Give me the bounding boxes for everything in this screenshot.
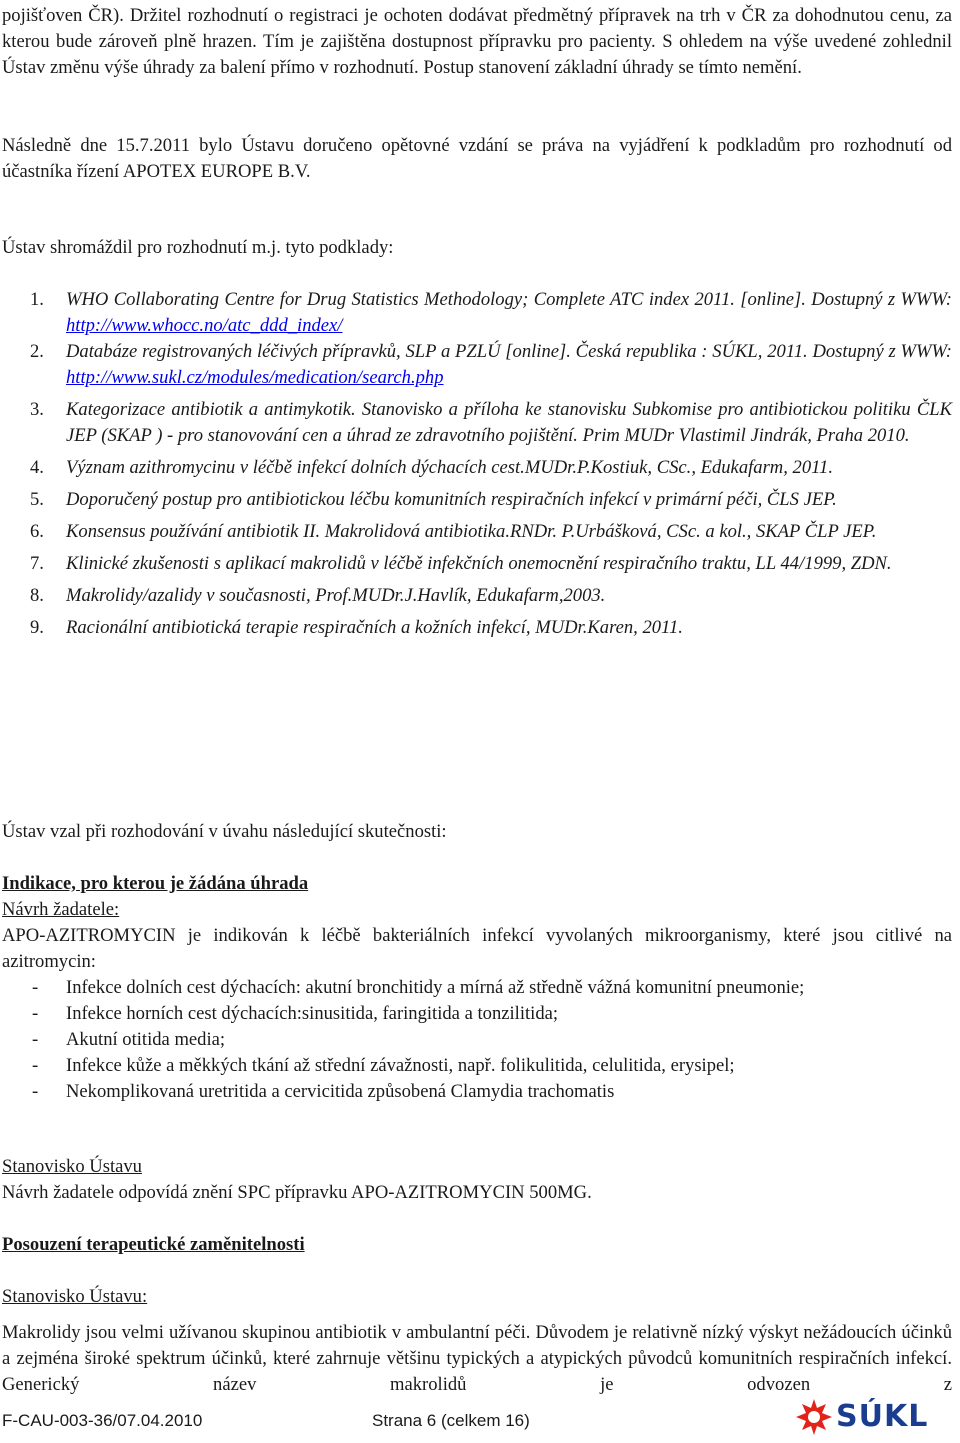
reference-item: [30, 583, 952, 609]
reference-text: Racionální antibiotická terapie respiračních a kožních infekcí, MUDr.Karen, 2011.: [66, 617, 683, 638]
intro-paragraph-3: Ústav shromáždil pro rozhodnutí m.j. tyto podklady:: [2, 237, 394, 258]
sukl-logo: [792, 1395, 932, 1439]
reference-text: Doporučený postup pro antibiotickou léčbu komunitních respiračních infekcí v primární péči, ČLS JEP.: [66, 489, 837, 510]
reference-link[interactable]: http://www.whocc.no/atc_ddd_index/: [66, 315, 343, 336]
indication-heading: Indikace, pro kterou je žádána úhrada: [2, 873, 309, 894]
reference-text: Databáze registrovaných léčivých přípravků, SLP a PZLÚ [online]. Česká republika : SÚKL, 2011. Dostupný z WWW:: [66, 341, 952, 362]
reference-number: 3.: [30, 399, 44, 420]
list-item: - Akutní otitida media;: [32, 1029, 226, 1050]
reference-item: [30, 339, 952, 391]
therapeutic-text: Makrolidy jsou velmi užívanou skupinou antibiotik v ambulantní péči. Důvodem je relativně nízký výskyt nežádoucích účinků a zejména široké spektrum účinků, které zahrnuje většinu typických a atypických původců komunitních respiračních infekcí. Generický název makrolidů je odvozen z: [2, 1322, 952, 1395]
proposal-text: APO-AZITROMYCIN je indikován k léčbě bakteriálních infekcí vyvolaných mikroorganismy, které jsou citlivé na azitromycin:: [2, 925, 952, 972]
reference-number: 5.: [30, 489, 44, 510]
list-item-text: Nekomplikovaná uretritida a cervicitida způsobená Clamydia trachomatis: [66, 1081, 615, 1102]
reference-text: Makrolidy/azalidy v současnosti, Prof.MUDr.J.Havlík, Edukafarm,2003.: [66, 585, 606, 606]
intro-paragraph-1: pojišťoven ČR). Držitel rozhodnutí o registraci je ochoten dodávat předmětný přípravek na trh v ČR za dohodnutou cenu, za kterou bude zároveň plně hrazen. Tím je zajištěna dostupnost přípravku pro pacienty. S ohledem na výše uvedené zohlednil Ústav změnu výše úhrady za balení přímo v rozhodnutí. Postup stanovení základní úhrady se tímto nemění.: [2, 5, 952, 78]
therapeutic-opinion-label: Stanovisko Ústavu:: [2, 1286, 148, 1307]
list-item: - Infekce horních cest dýchacích:sinusitida, faringitida a tonzilitida;: [32, 1003, 559, 1024]
reference-number: 6.: [30, 521, 44, 542]
indication-list: [32, 975, 952, 1105]
list-item: - Infekce kůže a měkkých tkání až střední závažnosti, např. folikulitida, celulitida, erysipel;: [32, 1055, 735, 1076]
reference-text: WHO Collaborating Centre for Drug Statistics Methodology; Complete ATC index 2011. [online]. Dostupný z WWW:: [66, 289, 952, 310]
therapeutic-heading: Posouzení terapeutické zaměnitelnosti: [2, 1234, 305, 1255]
opinion-label: Stanovisko Ústavu: [2, 1156, 142, 1177]
reference-number: 7.: [30, 553, 44, 574]
list-item-text: Akutní otitida media;: [66, 1029, 226, 1050]
page-number: Strana 6 (celkem 16): [372, 1411, 530, 1430]
facts-intro: Ústav vzal při rozhodování v úvahu následující skutečnosti:: [2, 821, 447, 842]
reference-list: [30, 287, 952, 641]
sukl-logo-text: SÚKL: [836, 1399, 929, 1434]
list-item: - Infekce dolních cest dýchacích: akutní bronchitidy a mírná až středně vážná komunitní pneumonie;: [32, 977, 805, 998]
reference-text: Kategorizace antibiotik a antimykotik. Stanovisko a příloha ke stanovisku Subkomise pro antibiotickou politiku ČLK JEP (SKAP ) - pro stanovování cen a úhrad ze zdravotního pojištění. Prim MUDr Vlastimil Jindrák, Praha 2010.: [66, 399, 952, 446]
opinion-text: Návrh žadatele odpovídá znění SPC přípravku APO-AZITROMYCIN 500MG.: [2, 1182, 592, 1203]
proposal-label: Návrh žadatele:: [2, 899, 120, 920]
reference-item: [30, 615, 952, 641]
reference-number: 4.: [30, 457, 44, 478]
reference-item: [30, 487, 952, 513]
list-item-text: Infekce horních cest dýchacích:sinusitida, faringitida a tonzilitida;: [66, 1003, 559, 1024]
reference-number: 1.: [30, 289, 44, 310]
reference-number: 8.: [30, 585, 44, 606]
reference-item: [30, 455, 952, 481]
list-item: - Nekomplikovaná uretritida a cervicitida způsobená Clamydia trachomatis: [32, 1081, 615, 1102]
form-code: F-CAU-003-36/07.04.2010: [2, 1411, 203, 1430]
reference-text: Klinické zkušenosti s aplikací makrolidů v léčbě infekčních onemocnění respiračního traktu, LL 44/1999, ZDN.: [66, 553, 892, 574]
reference-item: [30, 287, 952, 339]
reference-item: [30, 397, 952, 449]
reference-item: [30, 551, 952, 577]
page-footer: [2, 1399, 942, 1437]
reference-text: Konsensus používání antibiotik II. Makrolidová antibiotika.RNDr. P.Urbášková, CSc. a kol., SKAP ČLP JEP.: [66, 521, 877, 542]
reference-text: Význam azithromycinu v léčbě infekcí dolních dýchacích cest.MUDr.P.Kostiuk, CSc., Edukafarm, 2011.: [66, 457, 833, 478]
reference-number: 9.: [30, 617, 44, 638]
sukl-emblem-icon: [792, 1395, 836, 1439]
reference-number: 2.: [30, 341, 44, 362]
list-item-text: Infekce dolních cest dýchacích: akutní bronchitidy a mírná až středně vážná komunitní pneumonie;: [66, 977, 805, 998]
reference-link[interactable]: http://www.sukl.cz/modules/medication/search.php: [66, 367, 444, 388]
intro-paragraph-2: Následně dne 15.7.2011 bylo Ústavu doručeno opětovné vzdání se práva na vyjádření k podkladům pro rozhodnutí od účastníka řízení APOTEX EUROPE B.V.: [2, 135, 952, 182]
list-item-text: Infekce kůže a měkkých tkání až střední závažnosti, např. folikulitida, celulitida, erysipel;: [66, 1055, 735, 1076]
reference-item: [30, 519, 952, 545]
